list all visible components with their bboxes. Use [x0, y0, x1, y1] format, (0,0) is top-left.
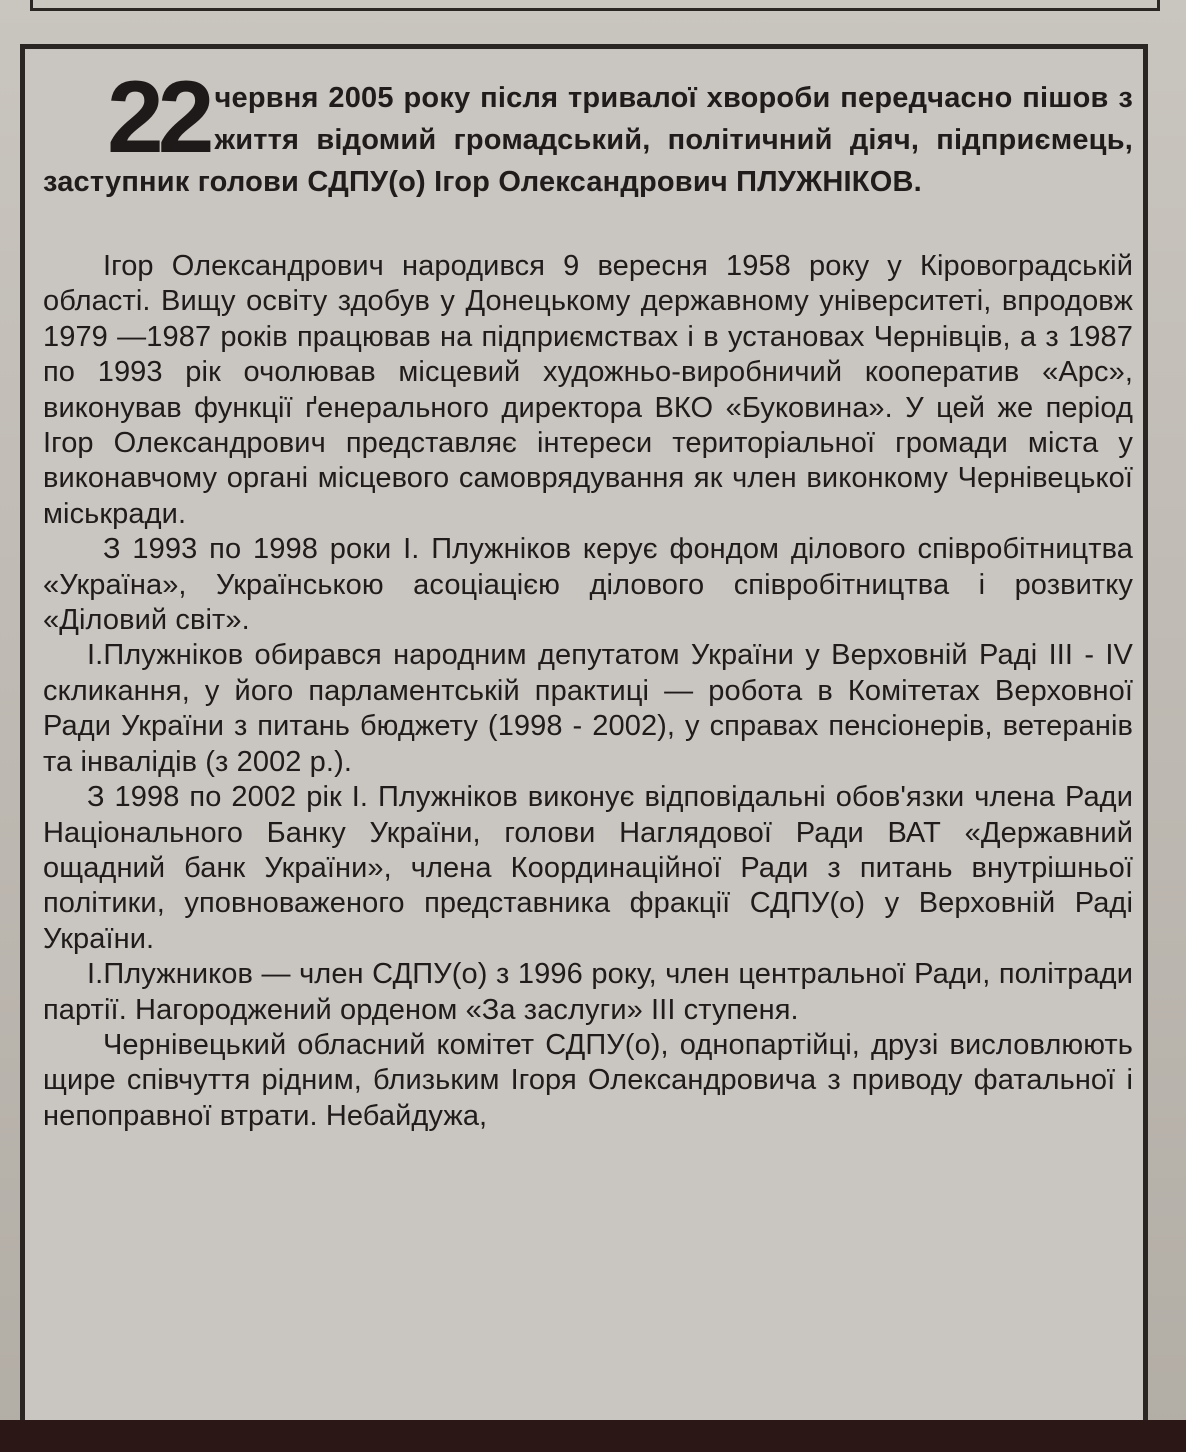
- lead-paragraph: [43, 60, 1133, 203]
- article-body: [43, 249, 1133, 1134]
- date-number: 22: [107, 60, 209, 174]
- bottom-edge-shadow: [0, 1420, 1186, 1452]
- paragraph-deputy: І.Плужніков обирався народним депутатом України у Верховній Раді III - IV скликання, у його парламентській практиці — робота в Комітетах Верховної Ради України з питань бюджету (1998 - 2002), у справах пенсіонерів, ветеранів та інвалідів (з 2002 р.).: [43, 639, 1133, 778]
- paragraph-condolences: Чернівецький обласний комітет СДПУ(о), однопартійці, друзі висловлюють щире співчуття рідним, близьким Ігоря Олександровича з приводу фатальної і непоправної втрати. Небайдужа,: [43, 1028, 1133, 1132]
- paragraph-party-member: І.Плужников — член СДПУ(о) з 1996 року, член центральної Ради, політради партії. Нагороджений орденом «За заслуги» III ступеня.: [43, 958, 1133, 1026]
- paragraph-national-bank: З 1998 по 2002 рік І. Плужніков виконує відповідальні обов'язки члена Ради Національного Банку України, голови Наглядової Ради ВАТ «Державний ощадний банк України», члена Координаційної Ради з питань внутрішньої політики, уповноваженого представника фракції СДПУ(о) у Верховній Раді України.: [43, 781, 1133, 955]
- lead-text: червня 2005 року після тривалої хвороби передчасно пішов з життя відомий громадський, політичний діяч, підприємець, заступник голови СДПУ(о) Ігор Олександрович ПЛУЖНІКОВ.: [43, 82, 1133, 198]
- paragraph-foundation: З 1993 по 1998 роки І. Плужніков керує фондом ділового співробітництва «Україна», Українською асоціацією ділового співробітництва і розвитку «Діловий світ».: [43, 533, 1133, 637]
- obituary-frame: [20, 44, 1148, 1444]
- previous-article-border-right: [1157, 0, 1160, 10]
- previous-article-border: [30, 0, 1160, 11]
- previous-article-border-left: [30, 0, 33, 10]
- obituary-content: [43, 60, 1133, 1134]
- paragraph-biography: Ігор Олександрович народився 9 вересня 1958 року у Кіровоградській області. Вищу освіту здобув у Донецькому державному університеті, впродовж 1979 —1987 років працював на підприємствах і в установах Чернівців, а з 1987 по 1993 рік очолював місцевий художньо-виробничий кооператив «Арс», виконував функції ґенерального директора ВКО «Буковина». У цей же період Ігор Олександрович представляє інтереси територіальної громади міста у виконавчому органі місцевого самоврядування як член виконкому Чернівецької міськради.: [43, 250, 1133, 530]
